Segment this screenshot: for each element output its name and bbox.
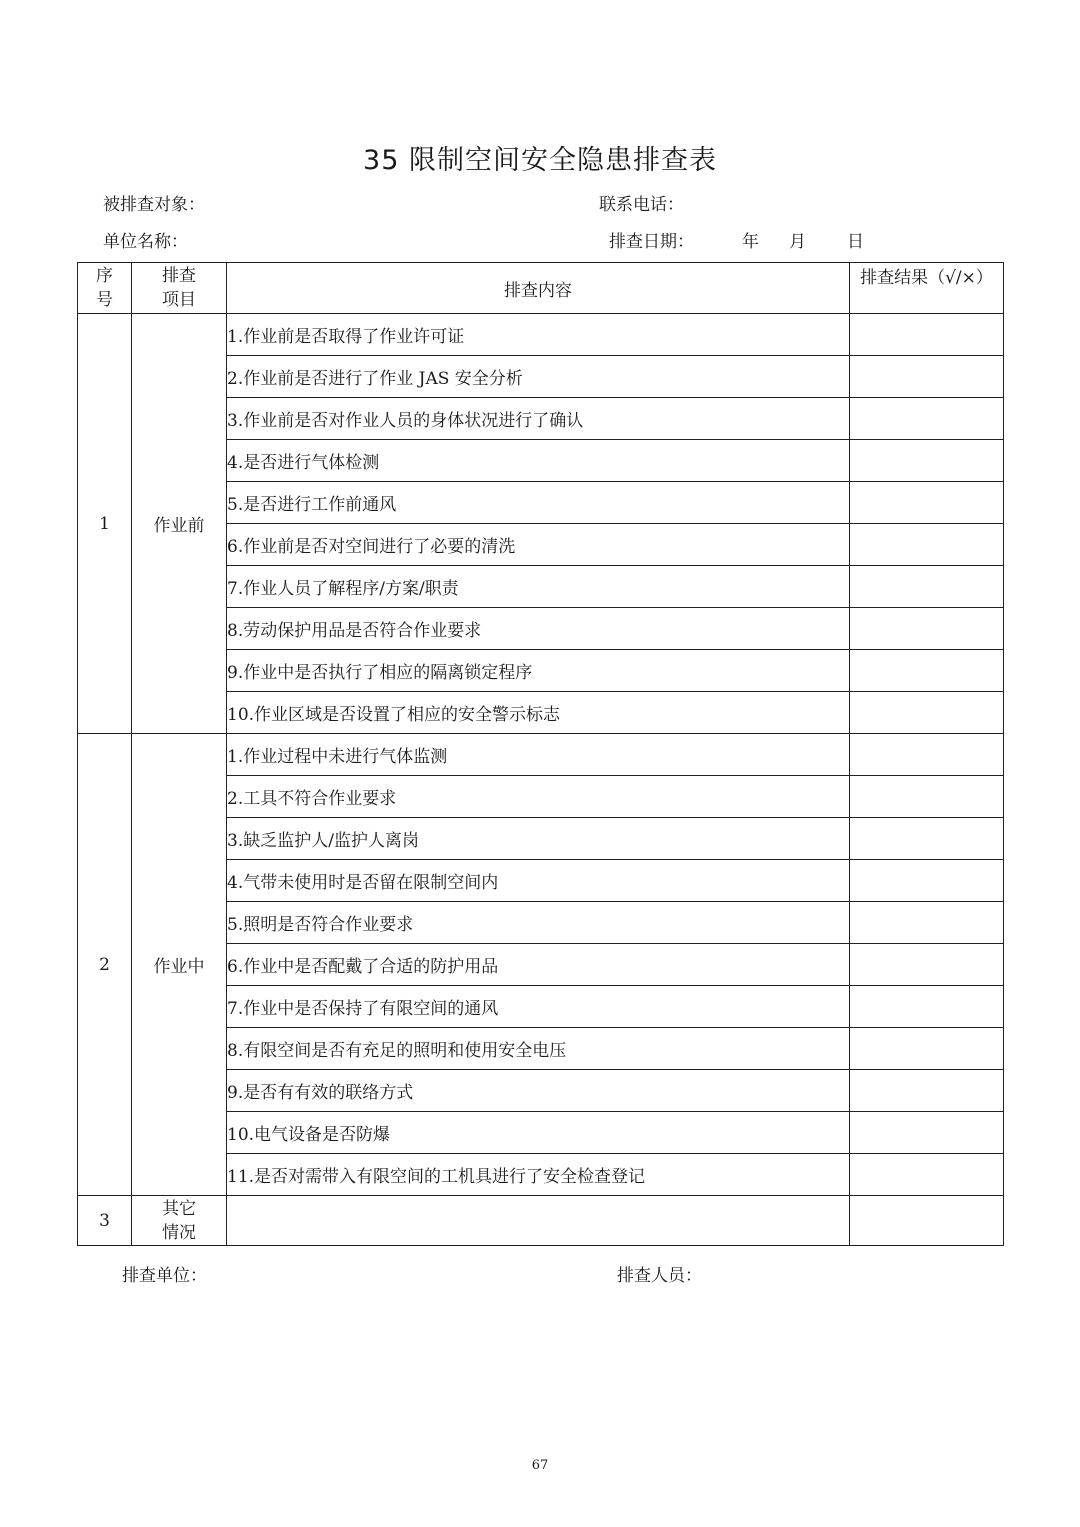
inspection-date-label: 排查日期： <box>609 232 694 252</box>
group-seq-cell: 1 <box>78 314 132 734</box>
result-cell[interactable] <box>850 1196 1004 1246</box>
result-cell[interactable] <box>850 944 1004 986</box>
result-cell[interactable] <box>850 860 1004 902</box>
result-cell[interactable] <box>850 314 1004 356</box>
group-item-cell <box>132 1196 227 1246</box>
inspection-unit-label: 排查单位： <box>122 1266 207 1286</box>
check-item-text: 1.作业前是否取得了作业许可证 <box>227 314 850 356</box>
check-item-text: 2.作业前是否进行了作业 JAS 安全分析 <box>227 356 850 398</box>
column-header-item-line2: 项目 <box>162 290 196 310</box>
other-notes-cell[interactable] <box>227 1196 850 1246</box>
check-item-text: 9.是否有有效的联络方式 <box>227 1070 850 1112</box>
result-cell[interactable] <box>850 1028 1004 1070</box>
table-row <box>78 734 1004 776</box>
check-item-text: 10.电气设备是否防爆 <box>227 1112 850 1154</box>
group-item-line2: 情况 <box>162 1222 196 1243</box>
check-item-text: 6.作业前是否对空间进行了必要的清洗 <box>227 524 850 566</box>
date-month-label: 月 <box>789 232 806 252</box>
check-item-text: 5.照明是否符合作业要求 <box>227 902 850 944</box>
result-cell[interactable] <box>850 1154 1004 1196</box>
date-day-label: 日 <box>847 232 864 252</box>
column-header-result: 排查结果（√/×） <box>850 263 1004 314</box>
check-item-text: 2.工具不符合作业要求 <box>227 776 850 818</box>
check-item-text: 11.是否对需带入有限空间的工机具进行了安全检查登记 <box>227 1154 850 1196</box>
date-year-label: 年 <box>742 232 759 252</box>
result-cell[interactable] <box>850 1112 1004 1154</box>
column-header-content: 排查内容 <box>227 263 850 314</box>
check-item-text: 8.有限空间是否有充足的照明和使用安全电压 <box>227 1028 850 1070</box>
check-item-text: 10.作业区域是否设置了相应的安全警示标志 <box>227 692 850 734</box>
check-item-text: 5.是否进行工作前通风 <box>227 482 850 524</box>
result-cell[interactable] <box>850 524 1004 566</box>
result-cell[interactable] <box>850 986 1004 1028</box>
result-cell[interactable] <box>850 482 1004 524</box>
check-item-text: 6.作业中是否配戴了合适的防护用品 <box>227 944 850 986</box>
column-header-item <box>132 263 227 314</box>
inspected-target-label: 被排查对象： <box>103 195 205 215</box>
result-cell[interactable] <box>850 776 1004 818</box>
page-number: 67 <box>531 1458 549 1473</box>
check-item-text: 9.作业中是否执行了相应的隔离锁定程序 <box>227 650 850 692</box>
check-item-text: 4.是否进行气体检测 <box>227 440 850 482</box>
result-cell[interactable] <box>850 650 1004 692</box>
result-cell[interactable] <box>850 734 1004 776</box>
page-title: 35 限制空间安全隐患排查表 <box>363 145 717 176</box>
check-item-text: 8.劳动保护用品是否符合作业要求 <box>227 608 850 650</box>
result-cell[interactable] <box>850 356 1004 398</box>
column-header-seq <box>78 263 132 314</box>
inspection-table <box>77 262 1004 1246</box>
table-row <box>78 314 1004 356</box>
check-item-text: 1.作业过程中未进行气体监测 <box>227 734 850 776</box>
group-seq-cell: 2 <box>78 734 132 1196</box>
unit-name-label: 单位名称： <box>103 232 188 252</box>
group-item-cell: 作业中 <box>132 734 227 1196</box>
contact-phone-label: 联系电话： <box>599 195 684 215</box>
table-header-row <box>78 263 1004 314</box>
group-item-line1: 其它 <box>162 1198 196 1219</box>
inspector-label: 排查人员： <box>617 1266 702 1286</box>
result-cell[interactable] <box>850 608 1004 650</box>
group-seq-cell: 3 <box>78 1196 132 1246</box>
column-header-seq-line2: 号 <box>96 290 113 310</box>
result-cell[interactable] <box>850 398 1004 440</box>
column-header-seq-line1: 序 <box>96 266 113 286</box>
check-item-text: 4.气带未使用时是否留在限制空间内 <box>227 860 850 902</box>
check-item-text: 3.作业前是否对作业人员的身体状况进行了确认 <box>227 398 850 440</box>
group-item-cell: 作业前 <box>132 314 227 734</box>
result-cell[interactable] <box>850 692 1004 734</box>
column-header-item-line1: 排查 <box>162 266 196 286</box>
check-item-text: 7.作业中是否保持了有限空间的通风 <box>227 986 850 1028</box>
table-row <box>78 1196 1004 1246</box>
result-cell[interactable] <box>850 566 1004 608</box>
result-cell[interactable] <box>850 1070 1004 1112</box>
result-cell[interactable] <box>850 818 1004 860</box>
check-item-text: 3.缺乏监护人/监护人离岗 <box>227 818 850 860</box>
result-cell[interactable] <box>850 902 1004 944</box>
result-cell[interactable] <box>850 440 1004 482</box>
check-item-text: 7.作业人员了解程序/方案/职责 <box>227 566 850 608</box>
